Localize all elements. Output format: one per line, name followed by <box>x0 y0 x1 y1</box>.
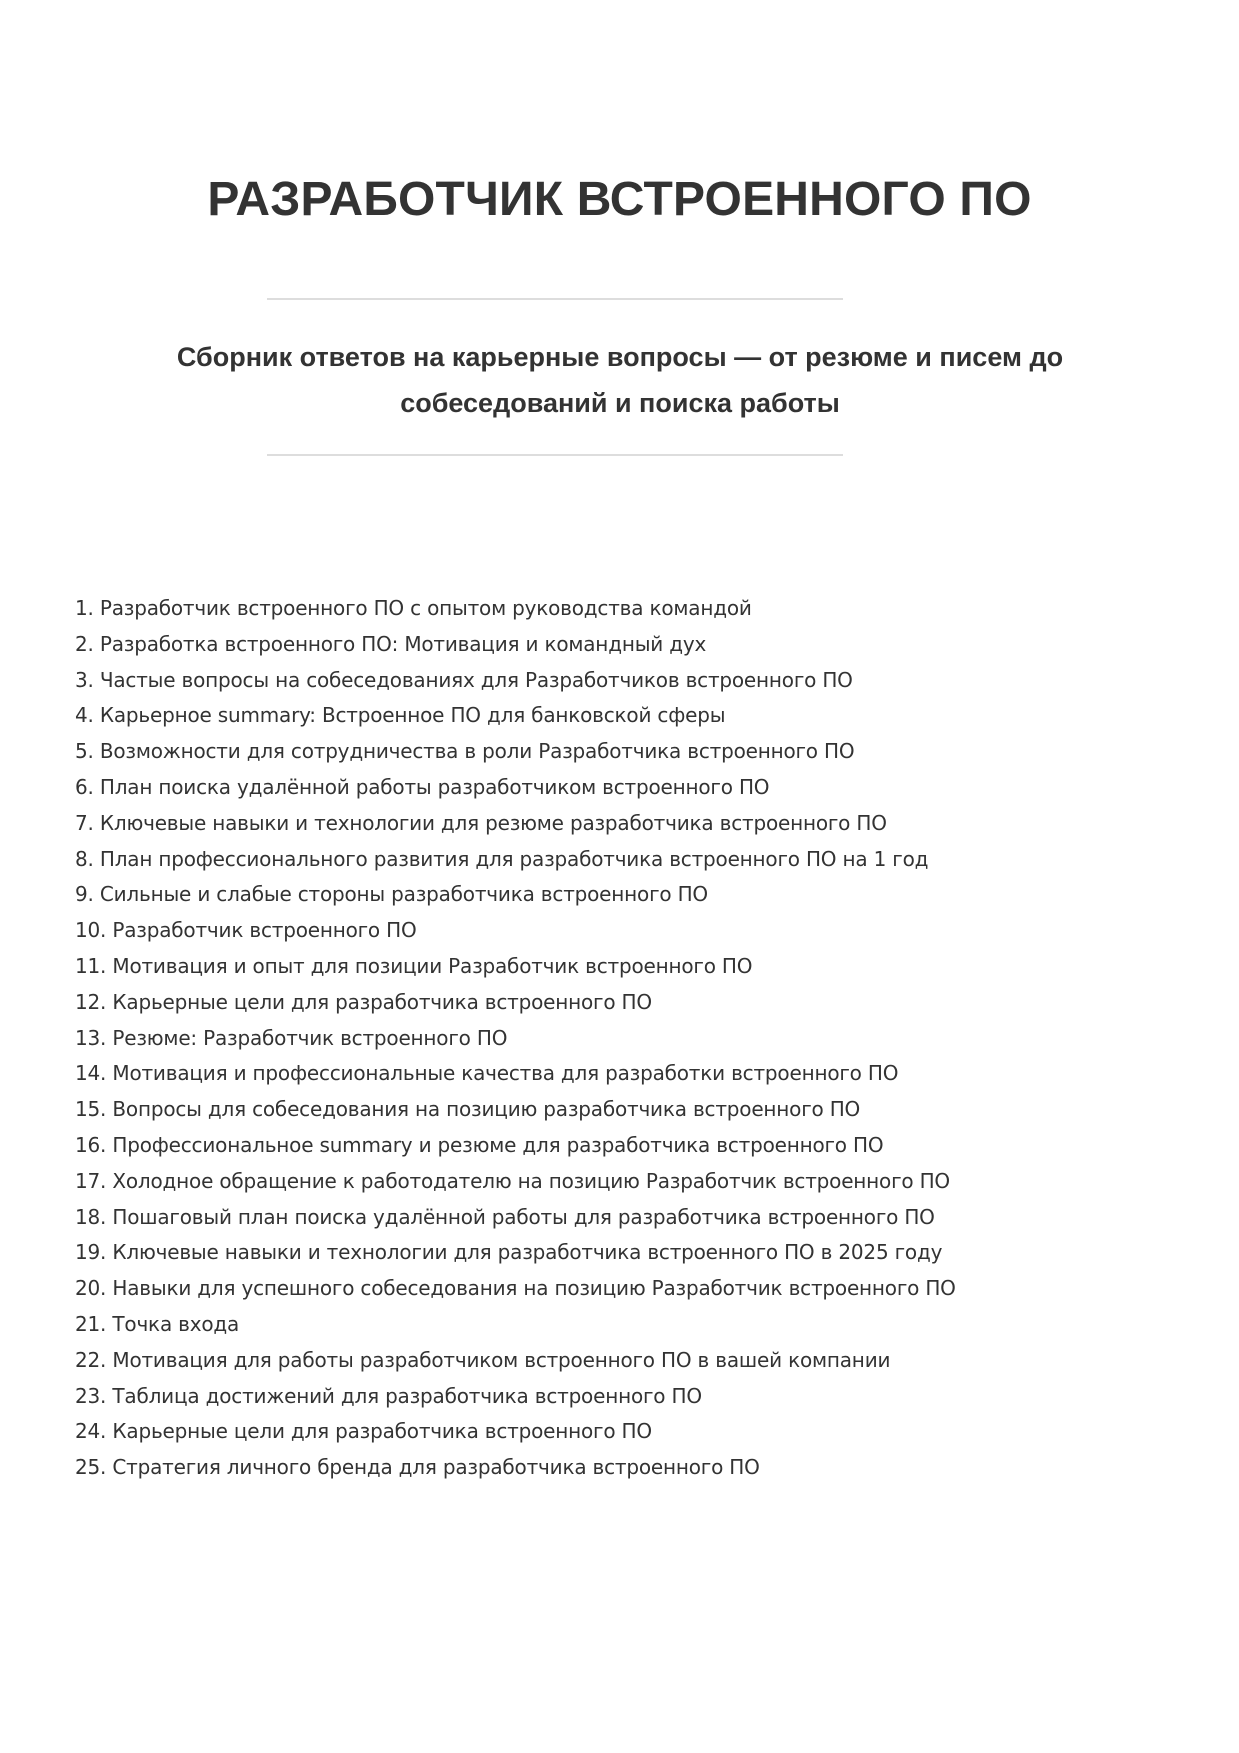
toc-item-text: Частые вопросы на собеседованиях для Разработчиков встроенного ПО <box>99 667 853 692</box>
toc-item-text: Карьерные цели для разработчика встроенного ПО <box>112 1419 652 1444</box>
toc-item <box>75 842 956 878</box>
toc-item <box>75 806 956 842</box>
toc-item-number: 7. <box>75 810 94 835</box>
toc-item-text: Вопросы для собеседования на позицию разработчика встроенного ПО <box>112 1097 861 1122</box>
toc-item <box>75 1056 956 1092</box>
toc-item-number: 1. <box>75 596 94 620</box>
toc-item-number: 9. <box>75 882 94 907</box>
toc-item-number: 11. <box>75 953 107 978</box>
toc-item-number: 12. <box>75 989 107 1014</box>
toc-item-text: Мотивация для работы разработчиком встроенного ПО в вашей компании <box>112 1347 891 1372</box>
toc-item-text: Разработчик встроенного ПО <box>112 918 417 943</box>
toc-item <box>75 1200 956 1236</box>
toc-item-text: Сильные и слабые стороны разработчика встроенного ПО <box>99 882 708 907</box>
toc-item-number: 13. <box>75 1025 107 1050</box>
toc-item-number: 20. <box>75 1276 107 1301</box>
toc-item-number: 8. <box>75 846 94 871</box>
toc-item-text: Стратегия личного бренда для разработчика встроенного ПО <box>112 1455 760 1480</box>
toc-item <box>75 877 956 913</box>
toc-item-number: 15. <box>75 1097 107 1122</box>
toc-item-text: Пошаговый план поиска удалённой работы для разработчика встроенного ПО <box>112 1204 935 1229</box>
toc-item-text: Разработчик встроенного ПО с опытом руководства командой <box>99 596 752 620</box>
toc-item <box>75 1164 956 1200</box>
toc-item <box>75 1092 956 1128</box>
toc-item-number: 21. <box>75 1311 107 1336</box>
toc-item-text: Профессиональное summary и резюме для разработчика встроенного ПО <box>112 1132 884 1157</box>
toc-item-text: Мотивация и опыт для позиции Разработчик встроенного ПО <box>112 953 753 978</box>
toc-item <box>75 913 956 949</box>
toc-item <box>75 663 956 699</box>
toc-item <box>75 770 956 806</box>
toc-item-text: Ключевые навыки и технологии для разработчика встроенного ПО в 2025 году <box>112 1240 943 1265</box>
toc-item-number: 2. <box>75 631 94 656</box>
toc-item-number: 4. <box>75 703 94 728</box>
document-title: РАЗРАБОТЧИК ВСТРОЕННОГО ПО <box>207 173 1032 226</box>
toc-item-number: 18. <box>75 1204 107 1229</box>
toc-item-number: 23. <box>75 1383 107 1408</box>
toc-item-text: Мотивация и профессиональные качества для разработки встроенного ПО <box>112 1061 899 1086</box>
toc-item-number: 24. <box>75 1419 107 1444</box>
toc-item-text: Таблица достижений для разработчика встроенного ПО <box>112 1383 702 1408</box>
title-divider-top <box>267 298 843 300</box>
toc-item <box>75 1235 956 1271</box>
toc-item-text: Возможности для сотрудничества в роли Разработчика встроенного ПО <box>99 739 855 764</box>
toc-item-number: 3. <box>75 667 94 692</box>
toc-item <box>75 1343 956 1379</box>
toc-item <box>75 1307 956 1343</box>
toc-item-number: 25. <box>75 1455 107 1480</box>
toc-item-number: 10. <box>75 918 107 943</box>
toc-item-text: Точка входа <box>112 1311 240 1336</box>
toc-item-number: 22. <box>75 1347 107 1372</box>
toc-item-text: Карьерное summary: Встроенное ПО для банковской сферы <box>99 703 726 728</box>
toc-item-number: 6. <box>75 774 94 799</box>
toc-item-number: 19. <box>75 1240 107 1265</box>
toc-item-text: Разработка встроенного ПО: Мотивация и командный дух <box>99 631 707 656</box>
toc-item <box>75 949 956 985</box>
toc-item <box>75 627 956 663</box>
toc-item-number: 16. <box>75 1132 107 1157</box>
toc-item-number: 14. <box>75 1061 107 1086</box>
subtitle-divider-bottom <box>267 454 843 456</box>
toc-item-text: Резюме: Разработчик встроенного ПО <box>112 1025 508 1050</box>
toc-item-text: Холодное обращение к работодателю на позицию Разработчик встроенного ПО <box>112 1168 950 1193</box>
toc-item <box>75 1379 956 1415</box>
toc-item-text: Карьерные цели для разработчика встроенного ПО <box>112 989 652 1014</box>
toc-item <box>75 1021 956 1057</box>
toc-item <box>75 591 956 627</box>
toc-item <box>75 698 956 734</box>
toc-item <box>75 1271 956 1307</box>
toc-item-text: План профессионального развития для разработчика встроенного ПО на 1 год <box>99 846 929 871</box>
toc-item-text: Ключевые навыки и технологии для резюме разработчика встроенного ПО <box>99 810 887 835</box>
toc-item-text: План поиска удалённой работы разработчиком встроенного ПО <box>99 774 770 799</box>
toc-item-text: Навыки для успешного собеседования на позицию Разработчик встроенного ПО <box>112 1276 956 1301</box>
toc-item <box>75 1450 956 1486</box>
toc-item <box>75 1414 956 1450</box>
toc-item <box>75 985 956 1021</box>
table-of-contents <box>75 591 956 1486</box>
toc-item <box>75 1128 956 1164</box>
toc-item <box>75 734 956 770</box>
document-subtitle: Сборник ответов на карьерные вопросы — от резюме и писем до собеседований и поиска работы <box>176 342 1064 418</box>
toc-item-number: 17. <box>75 1168 107 1193</box>
toc-item-number: 5. <box>75 739 94 764</box>
